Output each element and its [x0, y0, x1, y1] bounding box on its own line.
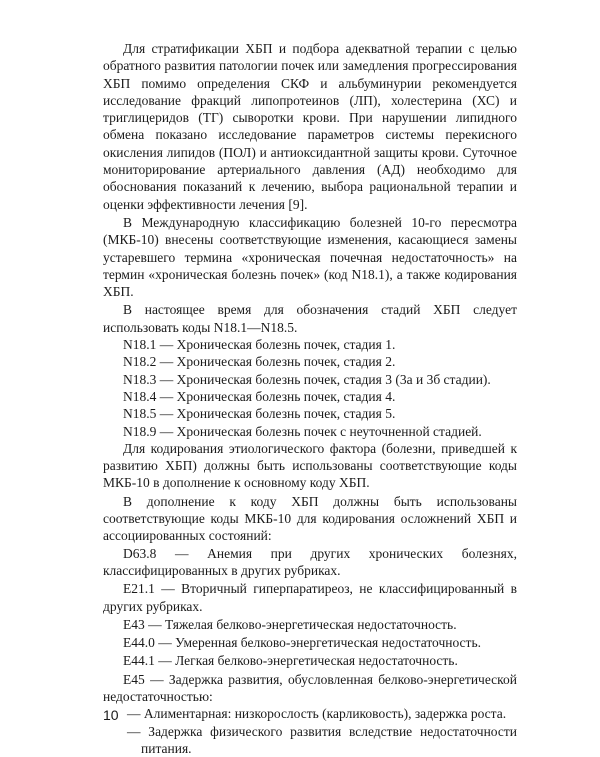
complication-code-item: E44.1 — Легкая белково-энергетическая недостаточность.: [123, 653, 458, 669]
complication-code-item: E43 — Тяжелая белково-энергетическая недостаточность.: [123, 616, 457, 632]
paragraph-etiology-coding: Для кодирования этиологического фактора (болезни, приведшей к развитию ХБП) должны быть использованы соответствующие коды МКБ-10 в дополнение к основному коду ХБП.: [103, 440, 517, 491]
complication-code-item: E21.1 — Вторичный гиперпаратиреоз, не классифицированный в других рубриках.: [103, 581, 517, 614]
complication-code-item: E44.0 — Умеренная белково-энергетическая недостаточность.: [123, 635, 481, 651]
dash-item: — Алиментарная: низкорослость (карликовость), задержка роста.: [127, 706, 507, 722]
page-number: 10: [103, 707, 119, 723]
dash-item: — Задержка физического развития вследствие недостаточности питания.: [127, 723, 517, 756]
dash-list: [103, 705, 517, 757]
stage-code-item: N18.3 — Хроническая болезнь почек, стадия 3 (3а и 3б стадии).: [123, 371, 491, 387]
complication-code-item: D63.8 — Анемия при других хронических болезнях, классифицированных в других рубриках.: [103, 545, 517, 578]
body-text: [103, 40, 517, 757]
paragraph-stage-codes-intro: В настоящее время для обозначения стадий ХБП следует использовать коды N18.1—N18.5.: [103, 302, 517, 335]
complication-code-list: [103, 545, 517, 706]
stage-code-item: N18.1 — Хроническая болезнь почек, стадия 1.: [123, 337, 396, 353]
stage-code-item: N18.9 — Хроническая болезнь почек с неуточненной стадией.: [123, 423, 482, 439]
stage-code-item: N18.4 — Хроническая болезнь почек, стадия 4.: [123, 388, 396, 404]
stage-code-item: N18.5 — Хроническая болезнь почек, стадия 5.: [123, 406, 396, 422]
paragraph-stratification: Для стратификации ХБП и подбора адекватной терапии с целью обратного развития патологии почек или замедления прогрессирования ХБП помимо определения СКФ и альбуминурии рекомендуется исследование фракций липопротеинов (ЛП), холестерина (ХС) и триглицеридов (ТГ) сыворотки крови. При нарушении липидного обмена показано исследование параметров системы перекисного окисления липидов (ПОЛ) и антиоксидантной защиты крови. Суточное мониторирование артериального давления (АД) необходимо для обоснования показаний к лечению, выбора рациональной терапии и оценки эффективности лечения [9].: [103, 41, 517, 212]
paragraph-icd10-intro: В Международную классификацию болезней 10-го пересмотра (МКБ-10) внесены соответствующие изменения, касающиеся замены устаревшего термина «хроническая почечная недостаточность» на термин «хроническая болезнь почек» (код N18.1), а также кодирования ХБП.: [103, 214, 517, 300]
stage-code-list: [103, 336, 517, 440]
complication-code-item: E45 — Задержка развития, обусловленная белково-энергетической недостаточностью:: [103, 671, 517, 704]
paragraph-complications-intro: В дополнение к коду ХБП должны быть использованы соответствующие коды МКБ-10 для кодирования осложнений ХБП и ассоциированных состояний:: [103, 493, 517, 544]
stage-code-item: N18.2 — Хроническая болезнь почек, стадия 2.: [123, 354, 396, 370]
